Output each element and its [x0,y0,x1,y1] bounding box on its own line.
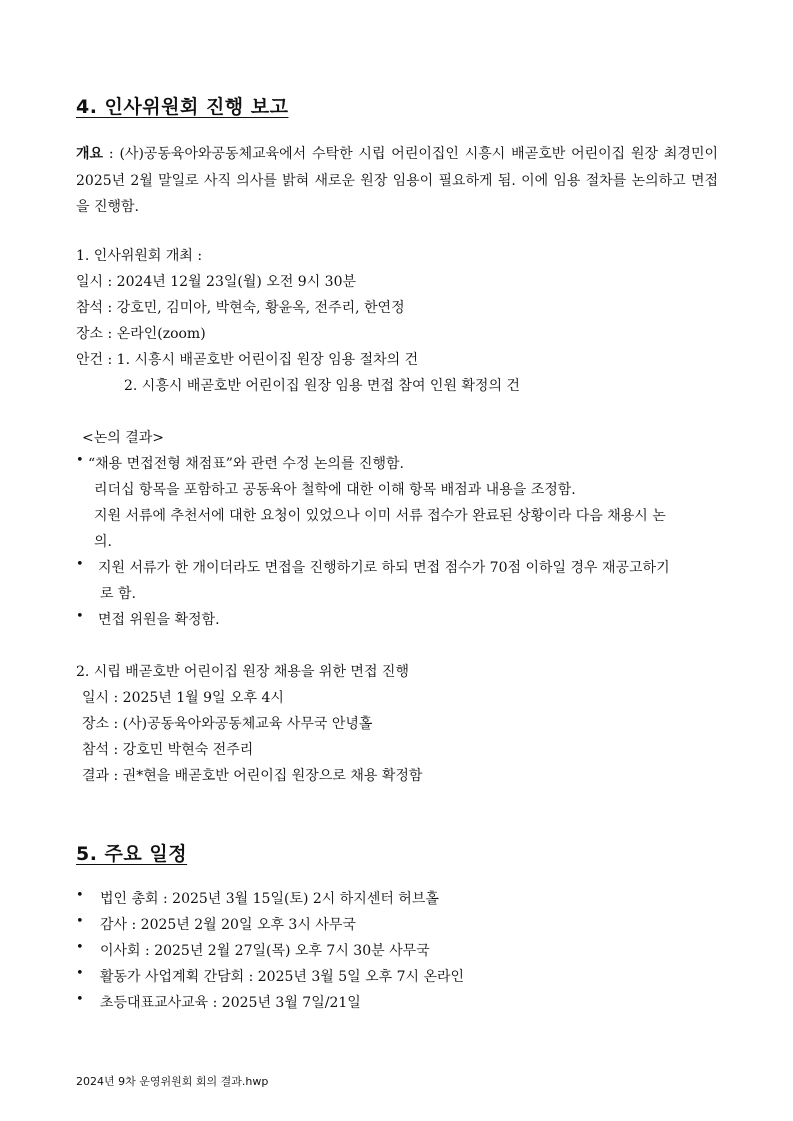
meeting2-heading: 2. 시립 배곧호반 어린이집 원장 채용을 위한 면접 진행 [76,664,409,680]
meeting1-attendees: 참석 : 강호민, 김미아, 박현숙, 황윤옥, 전주리, 한연정 [76,300,405,316]
schedule-item: 활동가 사업계획 간담회 : 2025년 3월 5일 오후 7시 온라인 [100,969,465,985]
result-1-line-3: 지원 서류에 추천서에 대한 요청이 있었으나 이미 서류 접수가 완료된 상황이라 다음 채용시 논 [94,508,666,524]
bullet-marker: • [76,453,84,468]
meeting2-attendees: 참석 : 강호민 박현숙 전주리 [82,742,254,758]
result-2-line-2: 로 함. [100,586,136,602]
meeting1-place: 장소 : 온라인(zoom) [76,326,206,342]
bullet-marker: • [76,966,84,981]
bullet-marker: • [76,992,84,1007]
section5-title: 5. 주요 일정 [76,843,188,865]
meeting2-result: 결과 : 권*현을 배곧호반 어린이집 원장으로 채용 확정함 [82,768,423,784]
overview-label: 개요 [76,146,104,162]
section4-title: 4. 인사위원회 진행 보고 [76,96,289,118]
meeting2-place: 장소 : (사)공동육아와공동체교육 사무국 안녕홀 [82,716,373,732]
footer-filename: 2024년 9차 운영위원회 회의 결과.hwp [76,1075,269,1088]
meeting2-date: 일시 : 2025년 1월 9일 오후 4시 [82,690,284,706]
result-3: 면접 위원을 확정함. [98,612,220,628]
schedule-item: 법인 총회 : 2025년 3월 15일(토) 2시 하지센터 허브홀 [100,891,439,907]
overview-paragraph [76,141,718,221]
schedule-item: 초등대표교사교육 : 2025년 3월 7일/21일 [100,995,361,1011]
result-1-line-2: 리더십 항목을 포함하고 공동육아 철학에 대한 이해 항목 배점과 내용을 조정함. [94,482,576,498]
overview-sep: : [103,146,120,162]
meeting1-date: 일시 : 2024년 12월 23일(월) 오전 9시 30분 [76,274,357,290]
schedule-item: 이사회 : 2025년 2월 27일(목) 오후 7시 30분 사무국 [100,943,430,959]
bullet-marker: • [76,914,84,929]
overview-text: (사)공동육아와공동체교육에서 수탁한 시립 어린이집인 시흥시 배곧호반 어린이집 원장 최경민이 2025년 2월 말일로 사직 의사를 밝혀 새로운 원장 임용이 필요하게 됨. 이에 임용 절차를 논의하고 면접을 진행함. [76,146,718,215]
meeting1-heading: 1. 인사위원회 개최 : [76,248,203,264]
result-1-line-4: 의. [94,534,112,550]
bullet-marker: • [76,940,84,955]
bullet-marker: • [76,609,84,624]
result-1-line-1: “채용 면접전형 채점표”와 관련 수정 논의를 진행함. [88,456,404,472]
bullet-marker: • [76,557,84,572]
schedule-item: 감사 : 2025년 2월 20일 오후 3시 사무국 [100,917,356,933]
meeting1-agenda-2: 2. 시흥시 배곧호반 어린이집 원장 임용 면접 참여 인원 확정의 건 [124,378,520,394]
results-heading: <논의 결과> [82,430,165,446]
result-2-line-1: 지원 서류가 한 개이더라도 면접을 진행하기로 하되 면접 점수가 70점 이하일 경우 재공고하기 [98,560,670,576]
bullet-marker: • [76,888,84,903]
meeting1-agenda-1: 안건 : 1. 시흥시 배곧호반 어린이집 원장 임용 절차의 건 [76,352,419,368]
